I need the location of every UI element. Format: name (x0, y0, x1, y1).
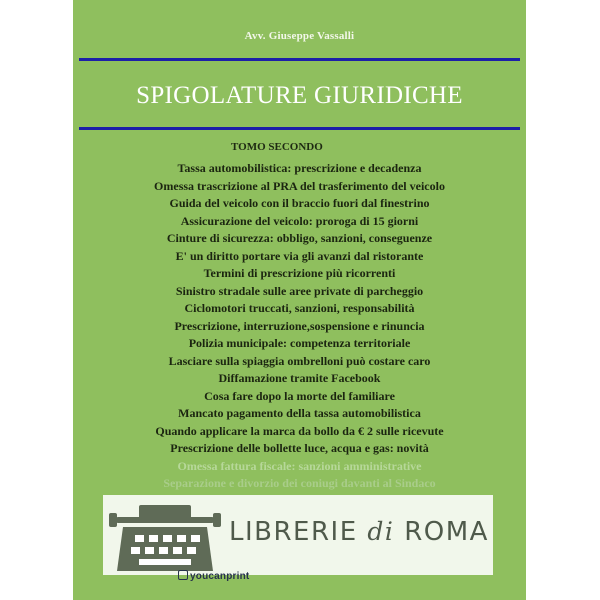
contents-item: Polizia municipale: competenza territoriale (188, 336, 411, 350)
contents-item: Tassa automobilistica: prescrizione e decadenza (177, 161, 422, 175)
contents-list (73, 160, 526, 493)
publisher-mark-icon (178, 570, 188, 580)
contents-item: Assicurazione del veicolo: proroga di 15 giorni (180, 213, 419, 228)
contents-item: Omessa trascrizione al PRA del trasferimento del veicolo (154, 178, 445, 193)
store-watermark (103, 495, 493, 575)
publisher-name: youcanprint (190, 571, 250, 582)
typewriter-icon (109, 497, 221, 575)
watermark-brand-di: di (367, 517, 395, 546)
cover-volume: TOMO SECONDO (231, 141, 323, 153)
cover-author: Avv. Giuseppe Vassalli (244, 30, 355, 42)
bottom-divider (79, 127, 520, 130)
contents-item: Termini di prescrizione più ricorrenti (203, 266, 396, 280)
contents-item: Prescrizione, interruzione,sospensione e rinuncia (174, 318, 425, 333)
watermark-brand-city: ROMA (404, 517, 489, 547)
contents-item: Sinistro stradale sulle aree private di parcheggio (175, 283, 424, 298)
watermark-brand-main: LIBRERIE (229, 517, 358, 547)
contents-item: Lasciare sulla spiaggia ombrelloni può costare caro (168, 353, 431, 368)
contents-item: Guida del veicolo con il braccio fuori dal finestrino (169, 196, 430, 210)
publisher-logo (178, 570, 249, 582)
contents-item: Cosa fare dopo la morte del familiare (204, 388, 395, 403)
contents-item: Mancato pagamento della tassa automobilistica (178, 406, 421, 420)
contents-item: Cinture di sicurezza: obbligo, sanzioni, conseguenze (166, 231, 433, 245)
watermark-brand (229, 517, 489, 547)
contents-item: Quando applicare la marca da bollo da € 2 sulle ricevute (155, 423, 444, 438)
cover-title: SPIGOLATURE GIURIDICHE (136, 82, 463, 109)
contents-item: Separazione e divorzio dei coniugi davanti al Sindaco (163, 476, 436, 490)
top-divider (79, 58, 520, 61)
contents-item: Ciclomotori truccati, sanzioni, responsabilità (184, 301, 415, 315)
contents-item: Diffamazione tramite Facebook (218, 371, 381, 385)
contents-item: E' un diritto portare via gli avanzi dal ristorante (175, 248, 424, 263)
contents-item: Omessa fattura fiscale: sanzioni amministrative (177, 458, 422, 473)
contents-item: Prescrizione delle bollette luce, acqua e gas: novità (170, 441, 429, 455)
